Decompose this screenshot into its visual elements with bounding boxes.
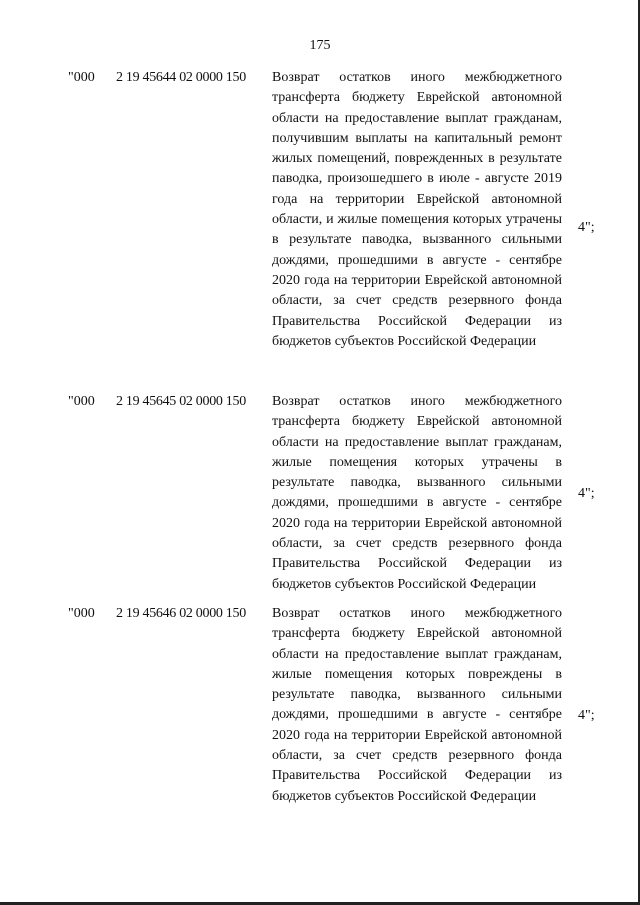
budget-classification-code: 2 19 45645 02 0000 150 [116, 394, 246, 409]
entry-description: Возврат остатков иного межбюджетного трансферта бюджету Еврейской автономной области на предоставление выплат гражданам, жилые помещения которых утрачены в результате паводка, вызванного сильными дождями, прошедшими в августе - сентябре 2020 года на территории Еврейской автономной области, за счет средств резервного фонда Правительства Российской Федерации из бюджетов субъектов Российской Федерации [272, 394, 562, 592]
code-prefix: "000 [68, 70, 95, 85]
row-suffix: 4"; [578, 486, 595, 501]
page-number: 175 [309, 38, 331, 53]
budget-classification-code: 2 19 45644 02 0000 150 [116, 70, 246, 85]
row-suffix: 4"; [578, 708, 595, 723]
entry-description: Возврат остатков иного межбюджетного трансферта бюджету Еврейской автономной области на предоставление выплат гражданам, жилые помещения которых повреждены в результате паводка, вызванного сильными дождями, прошедшими в августе - сентябре 2020 года на территории Еврейской автономной области, за счет средств резервного фонда Правительства Российской Федерации из бюджетов субъектов Российской Федерации [272, 606, 562, 804]
code-prefix: "000 [68, 606, 95, 621]
budget-classification-code: 2 19 45646 02 0000 150 [116, 606, 246, 621]
row-suffix: 4"; [578, 220, 595, 235]
code-prefix: "000 [68, 394, 95, 409]
entry-description: Возврат остатков иного межбюджетного трансферта бюджету Еврейской автономной области на предоставление выплат гражданам, получившим выплаты на капитальный ремонт жилых помещений, поврежденных в результате паводка, произошедшего в июле - августе 2019 года на территории Еврейской автономной области, и жилые помещения которых утрачены в результате паводка, вызванного сильными дождями, прошедшими в августе - сентябре 2020 года на территории Еврейской автономной области, за счет средств резервного фонда Правительства Российской Федерации из бюджетов субъектов Российской Федерации [272, 70, 562, 349]
